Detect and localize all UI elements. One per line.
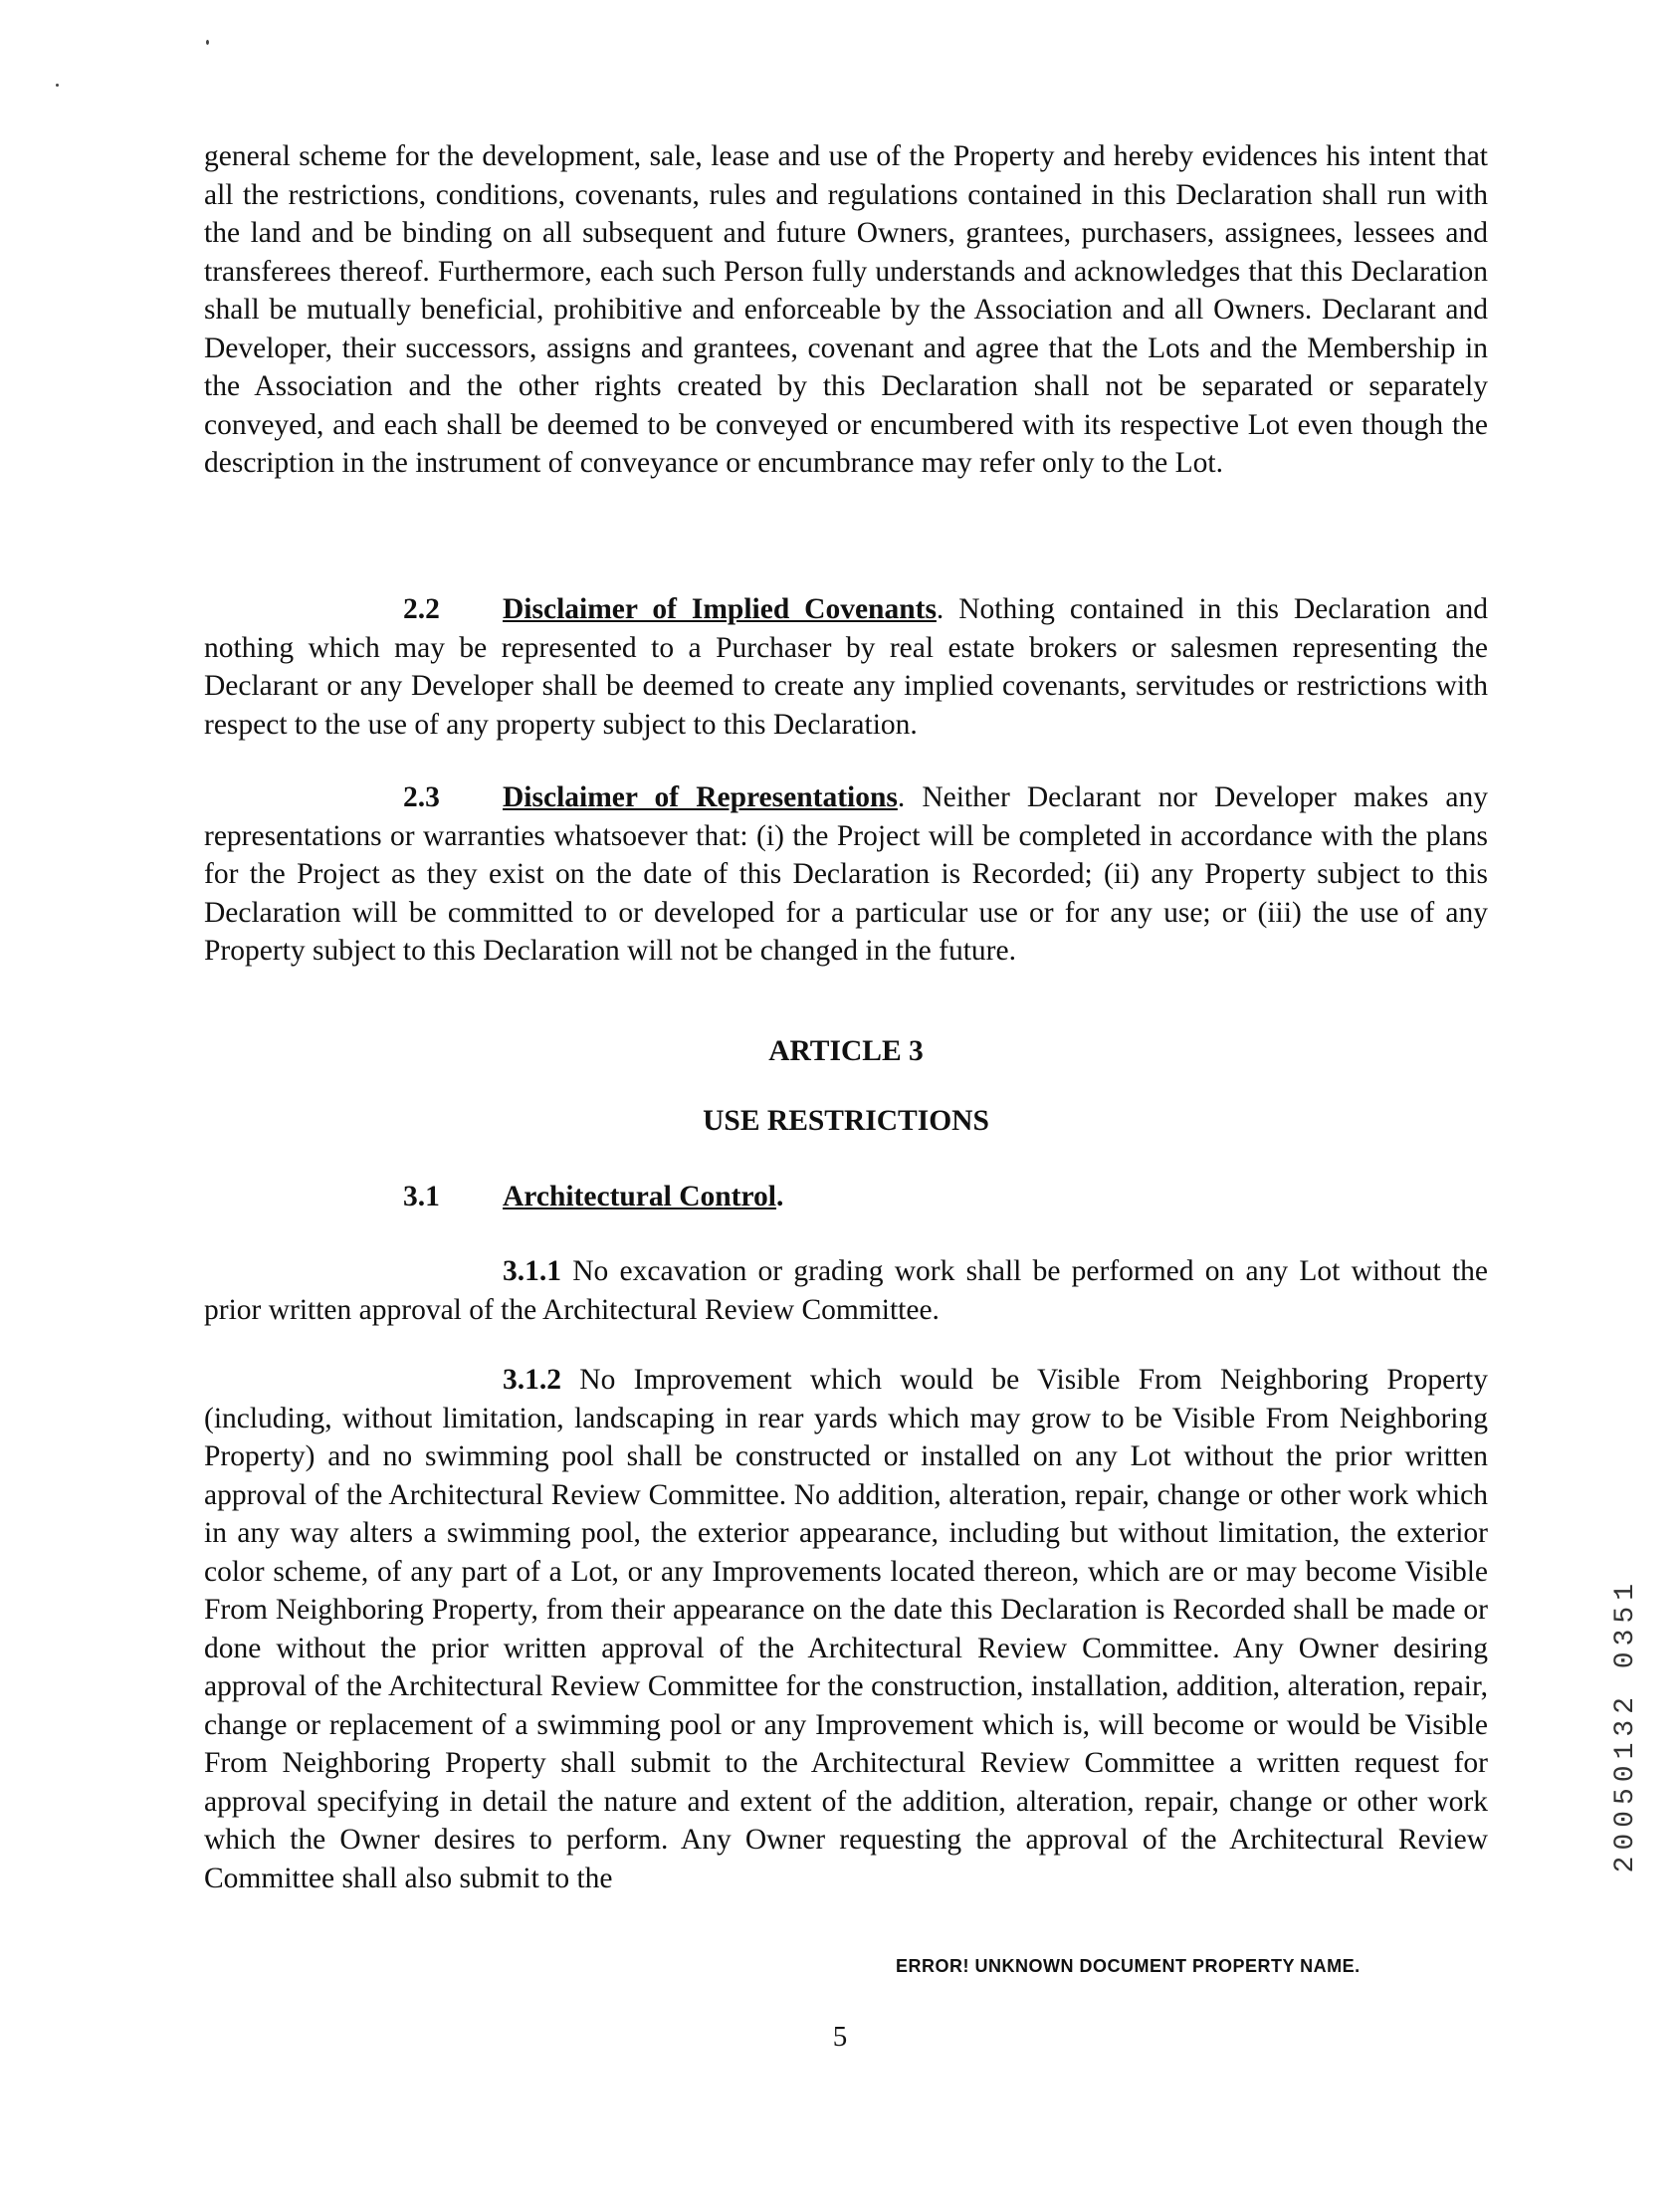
- scan-speck: [56, 84, 59, 87]
- section-number: 3.1: [403, 1181, 440, 1212]
- section-3-1-1: [204, 1252, 1488, 1329]
- section-3-1-2-paragraph: [204, 1361, 1488, 1897]
- section-title-period: .: [776, 1181, 784, 1212]
- section-number: 2.2: [403, 593, 440, 625]
- subsection-text: No excavation or grading work shall be performed on any Lot without the prior written approval of the Architectural Review Committee.: [204, 1255, 1488, 1326]
- section-2-3-paragraph: [204, 778, 1488, 971]
- article-heading: ARTICLE 3: [768, 1035, 924, 1067]
- intro-paragraph: general scheme for the development, sale, lease and use of the Property and hereby evidences his intent that all the restrictions, conditions, covenants, rules and regulations contained in this Declaration shall run with the land and be binding on all subsequent and future Owners, grantees, purchasers, assignees, lessees and transferees thereof. Furthermore, each such Person fully understands and acknowledges that this Declaration shall be mutually beneficial, prohibitive and enforceable by the Association and all Owners. Declarant and Developer, their successors, assigns and grantees, covenant and agree that the Lots and the Membership in the Association and the other rights created by this Declaration shall not be separated or separately conveyed, and each shall be deemed to be conveyed or encumbered with its respective Lot even though the description in the instrument of conveyance or encumbrance may refer only to the Lot.: [204, 140, 1488, 479]
- subsection-number: 3.1.1: [503, 1255, 561, 1287]
- footer-error-field: ERROR! UNKNOWN DOCUMENT PROPERTY NAME.: [896, 1956, 1361, 1976]
- section-3-1-1-paragraph: [204, 1252, 1488, 1329]
- section-title: Architectural Control: [503, 1181, 777, 1212]
- section-2-2-paragraph: [204, 590, 1488, 744]
- section-3-1: [204, 1178, 1488, 1216]
- section-2-3: [204, 778, 1488, 971]
- section-text: . Neither Declarant nor Developer makes any representations or warranties whatsoever that: (i) the Project will be completed in accordance with the plans for the Project as they exist on the date of this Declaration is Recorded; (ii) any Property subject to this Declaration will be committed to or developed for a particular use or for any use; or (iii) the use of any Property subject to this Declaration will not be changed in the future.: [204, 781, 1488, 967]
- section-3-1-heading: [204, 1178, 1488, 1216]
- section-number: 2.3: [403, 781, 440, 813]
- body-text: [204, 137, 1488, 483]
- subsection-number: 3.1.2: [503, 1364, 561, 1396]
- section-3-1-2: [204, 1361, 1488, 1897]
- scan-speck: [206, 40, 209, 45]
- section-2-2: [204, 590, 1488, 744]
- page-number: 5: [832, 2021, 848, 2053]
- recording-stamp: 20050132 0351: [1610, 1578, 1641, 1873]
- section-title: Disclaimer of Implied Covenants: [503, 593, 937, 625]
- section-text: . Nothing contained in this Declaration and nothing which may be represented to a Purchaser by real estate brokers or salesmen representing the Declarant or any Developer shall be deemed to create any implied covenants, servitudes or restrictions with respect to the use of any property subject to this Declaration.: [204, 593, 1488, 741]
- section-title: Disclaimer of Representations: [503, 781, 898, 813]
- subsection-text: No Improvement which would be Visible From Neighboring Property (including, without limitation, landscaping in rear yards which may grow to be Visible From Neighboring Property) and no swimming pool shall be constructed or installed on any Lot without the prior written approval of the Architectural Review Committee. No addition, alteration, repair, change or other work which in any way alters a swimming pool, the exterior appearance, including but without limitation, the exterior color scheme, of any part of a Lot, or any Improvements located thereon, which are or may become Visible From Neighboring Property, from their appearance on the date this Declaration is Recorded shall be made or done without the prior written approval of the Architectural Review Committee. Any Owner desiring approval of the Architectural Review Committee for the construction, installation, addition, alteration, repair, change or replacement of a swimming pool or any Improvement which is, will become or would be Visible From Neighboring Property shall submit to the Architectural Review Committee a written request for approval specifying in detail the nature and extent of the addition, alteration, repair, change or other work which the Owner desires to perform. Any Owner requesting the approval of the Architectural Review Committee shall also submit to the: [204, 1364, 1488, 1894]
- article-title: USE RESTRICTIONS: [703, 1105, 989, 1137]
